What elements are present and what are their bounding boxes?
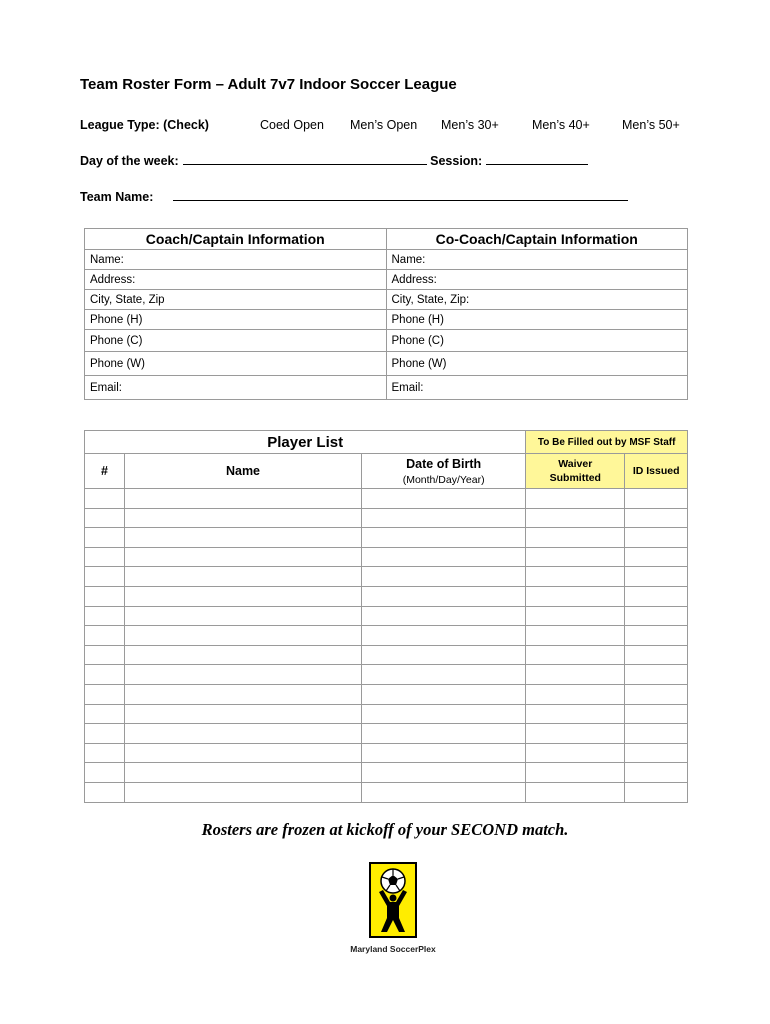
cocoach-header: Co-Coach/Captain Information (386, 229, 688, 250)
cocoach-phone-w-field[interactable]: Phone (W) (386, 352, 688, 376)
player-waiver-cell[interactable] (526, 724, 625, 744)
player-waiver-cell[interactable] (526, 763, 625, 783)
player-id-cell[interactable] (625, 704, 688, 724)
col-dob-header (362, 454, 526, 489)
player-id-cell[interactable] (625, 724, 688, 744)
player-dob-cell[interactable] (362, 665, 526, 685)
player-number-cell[interactable] (85, 684, 125, 704)
coach-name-field[interactable]: Name: (85, 250, 387, 270)
league-option-coed-open[interactable]: Coed Open (260, 118, 324, 132)
player-row (85, 704, 688, 724)
player-dob-cell[interactable] (362, 645, 526, 665)
player-name-cell[interactable] (125, 782, 362, 802)
player-waiver-cell[interactable] (526, 743, 625, 763)
player-name-cell[interactable] (125, 665, 362, 685)
player-waiver-cell[interactable] (526, 684, 625, 704)
player-number-cell[interactable] (85, 547, 125, 567)
player-dob-cell[interactable] (362, 567, 526, 587)
player-rows (85, 489, 688, 803)
player-number-cell[interactable] (85, 782, 125, 802)
player-name-cell[interactable] (125, 547, 362, 567)
player-list-table (84, 430, 688, 803)
player-id-cell[interactable] (625, 743, 688, 763)
player-name-cell[interactable] (125, 489, 362, 509)
player-number-cell[interactable] (85, 724, 125, 744)
logo-text: Maryland SoccerPlex (350, 944, 436, 954)
cocoach-name-field[interactable]: Name: (386, 250, 688, 270)
player-row (85, 665, 688, 685)
player-dob-cell[interactable] (362, 489, 526, 509)
day-of-week-label: Day of the week: (80, 154, 179, 168)
league-option-mens-open[interactable]: Men’s Open (350, 118, 418, 132)
player-name-cell[interactable] (125, 606, 362, 626)
league-type-label: League Type: (Check) (80, 118, 209, 132)
player-number-cell[interactable] (85, 606, 125, 626)
team-name-field[interactable] (173, 188, 628, 201)
player-name-cell[interactable] (125, 704, 362, 724)
session-label: Session: (430, 154, 483, 168)
player-row (85, 743, 688, 763)
player-waiver-cell[interactable] (526, 704, 625, 724)
player-id-cell[interactable] (625, 684, 688, 704)
col-number-header: # (85, 454, 125, 489)
player-waiver-cell[interactable] (526, 567, 625, 587)
player-number-cell[interactable] (85, 567, 125, 587)
coach-header: Coach/Captain Information (85, 229, 387, 250)
cocoach-phone-c-field[interactable]: Phone (C) (386, 330, 688, 352)
player-row (85, 645, 688, 665)
player-dob-cell[interactable] (362, 606, 526, 626)
player-dob-cell[interactable] (362, 724, 526, 744)
player-dob-cell[interactable] (362, 684, 526, 704)
player-id-cell[interactable] (625, 567, 688, 587)
player-dob-cell[interactable] (362, 547, 526, 567)
player-row (85, 724, 688, 744)
player-number-cell[interactable] (85, 645, 125, 665)
roster-frozen-note: Rosters are frozen at kickoff of your SECOND match. (201, 820, 569, 839)
player-name-cell[interactable] (125, 528, 362, 548)
cocoach-phone-h-field[interactable]: Phone (H) (386, 310, 688, 330)
col-id-header: ID Issued (625, 454, 688, 489)
player-name-cell[interactable] (125, 724, 362, 744)
player-waiver-cell[interactable] (526, 586, 625, 606)
player-name-cell[interactable] (125, 763, 362, 783)
player-id-cell[interactable] (625, 763, 688, 783)
league-type-row (80, 118, 700, 136)
col-waiver-header (526, 454, 625, 489)
day-of-week-field[interactable] (183, 152, 427, 165)
player-waiver-cell[interactable] (526, 508, 625, 528)
player-id-cell[interactable] (625, 547, 688, 567)
coach-phone-w-field[interactable]: Phone (W) (85, 352, 387, 376)
player-waiver-cell[interactable] (526, 547, 625, 567)
player-id-cell[interactable] (625, 665, 688, 685)
cocoach-email-field[interactable]: Email: (386, 376, 688, 400)
player-row (85, 626, 688, 646)
session-field[interactable] (486, 152, 588, 165)
col-dob-label: Date of Birth (406, 456, 482, 471)
player-id-cell[interactable] (625, 528, 688, 548)
player-row (85, 508, 688, 528)
player-row (85, 586, 688, 606)
form-title: Team Roster Form – Adult 7v7 Indoor Soccer League (80, 76, 457, 93)
player-row (85, 684, 688, 704)
player-row (85, 547, 688, 567)
player-name-cell[interactable] (125, 626, 362, 646)
player-waiver-cell[interactable] (526, 782, 625, 802)
player-waiver-cell[interactable] (526, 606, 625, 626)
league-option-mens-40[interactable]: Men’s 40+ (532, 118, 590, 132)
player-dob-cell[interactable] (362, 508, 526, 528)
player-waiver-cell[interactable] (526, 645, 625, 665)
player-name-cell[interactable] (125, 508, 362, 528)
player-number-cell[interactable] (85, 489, 125, 509)
col-waiver-line1: Waiver (558, 458, 593, 470)
player-row (85, 567, 688, 587)
player-id-cell[interactable] (625, 782, 688, 802)
coach-city-field[interactable]: City, State, Zip (85, 290, 387, 310)
player-list-title: Player List (85, 431, 526, 454)
player-id-cell[interactable] (625, 489, 688, 509)
player-row (85, 489, 688, 509)
player-name-cell[interactable] (125, 645, 362, 665)
player-number-cell[interactable] (85, 704, 125, 724)
player-number-cell[interactable] (85, 665, 125, 685)
player-dob-cell[interactable] (362, 626, 526, 646)
player-waiver-cell[interactable] (526, 626, 625, 646)
staff-header: To Be Filled out by MSF Staff (526, 431, 688, 454)
player-dob-cell[interactable] (362, 782, 526, 802)
league-option-mens-50[interactable]: Men’s 50+ (622, 118, 680, 132)
coach-phone-h-field[interactable]: Phone (H) (85, 310, 387, 330)
player-id-cell[interactable] (625, 508, 688, 528)
col-waiver-line2: Submitted (549, 472, 601, 484)
team-name-label: Team Name: (80, 190, 154, 204)
player-number-cell[interactable] (85, 528, 125, 548)
player-id-cell[interactable] (625, 606, 688, 626)
player-id-cell[interactable] (625, 645, 688, 665)
coach-email-field[interactable]: Email: (85, 376, 387, 400)
coach-phone-c-field[interactable]: Phone (C) (85, 330, 387, 352)
player-row (85, 528, 688, 548)
player-name-cell[interactable] (125, 567, 362, 587)
cocoach-address-field[interactable]: Address: (386, 270, 688, 290)
player-id-cell[interactable] (625, 586, 688, 606)
coach-info-table (84, 228, 688, 400)
player-name-cell[interactable] (125, 743, 362, 763)
player-number-cell[interactable] (85, 763, 125, 783)
cocoach-city-field[interactable]: City, State, Zip: (386, 290, 688, 310)
player-dob-cell[interactable] (362, 528, 526, 548)
player-dob-cell[interactable] (362, 586, 526, 606)
player-waiver-cell[interactable] (526, 489, 625, 509)
player-id-cell[interactable] (625, 626, 688, 646)
player-waiver-cell[interactable] (526, 665, 625, 685)
player-waiver-cell[interactable] (526, 528, 625, 548)
player-row (85, 782, 688, 802)
league-option-mens-30[interactable]: Men’s 30+ (441, 118, 499, 132)
player-number-cell[interactable] (85, 743, 125, 763)
col-dob-sublabel: (Month/Day/Year) (402, 473, 485, 486)
player-number-cell[interactable] (85, 626, 125, 646)
maryland-soccerplex-logo-icon (369, 862, 417, 938)
player-row (85, 606, 688, 626)
player-dob-cell[interactable] (362, 743, 526, 763)
player-dob-cell[interactable] (362, 763, 526, 783)
player-dob-cell[interactable] (362, 704, 526, 724)
col-name-header: Name (125, 454, 362, 489)
team-name-row (80, 188, 628, 204)
player-number-cell[interactable] (85, 586, 125, 606)
player-name-cell[interactable] (125, 586, 362, 606)
player-name-cell[interactable] (125, 684, 362, 704)
player-row (85, 763, 688, 783)
coach-address-field[interactable]: Address: (85, 270, 387, 290)
day-session-row (80, 152, 588, 168)
player-number-cell[interactable] (85, 508, 125, 528)
